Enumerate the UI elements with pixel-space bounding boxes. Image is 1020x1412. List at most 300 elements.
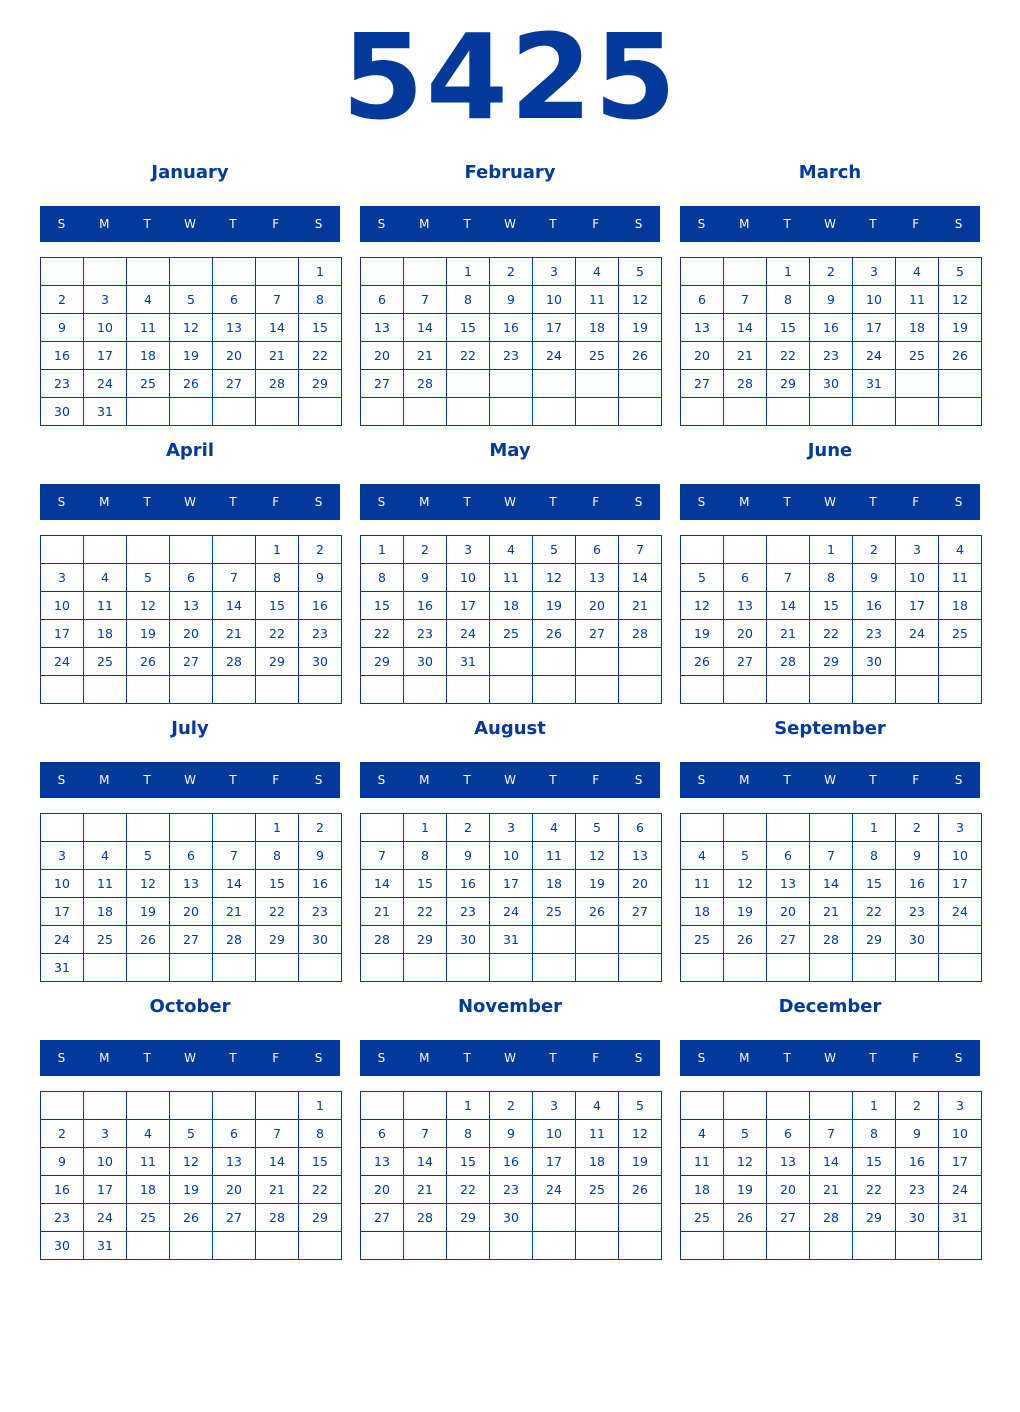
day-cell [170,258,213,286]
day-cell: 3 [533,258,576,286]
day-cell: 5 [619,1092,662,1120]
week-row [41,898,342,926]
day-cell: 3 [939,814,982,842]
day-cell: 24 [533,342,576,370]
week-row [681,398,982,426]
day-cell: 29 [404,926,447,954]
day-cell: 30 [490,1204,533,1232]
day-cell: 23 [896,1176,939,1204]
day-cell [127,954,170,982]
day-cell: 16 [41,1176,84,1204]
week-row [681,564,982,592]
day-cell [576,1232,619,1260]
day-cell: 28 [810,1204,853,1232]
day-cell: 20 [681,342,724,370]
day-cell: 28 [404,1204,447,1232]
day-cell: 31 [490,926,533,954]
day-cell: 9 [896,1120,939,1148]
weekday-label: F [912,1051,920,1065]
day-cell: 13 [767,1148,810,1176]
day-cell: 7 [404,1120,447,1148]
day-cell: 19 [619,1148,662,1176]
day-cell: 19 [170,1176,213,1204]
weekday-header [680,762,980,798]
day-cell: 27 [213,370,256,398]
day-cell: 9 [853,564,896,592]
day-cell: 6 [619,814,662,842]
day-cell [127,536,170,564]
weekday-label: S [954,1051,963,1065]
day-cell: 10 [84,1148,127,1176]
day-cell: 17 [490,870,533,898]
weekday-label: S [377,217,386,231]
day-cell: 8 [767,286,810,314]
day-cell: 7 [619,536,662,564]
weekday-label: W [504,217,516,231]
week-row [681,1204,982,1232]
weekday-label: S [954,495,963,509]
month-name: August [474,718,546,739]
day-cell: 21 [724,342,767,370]
week-row [681,1232,982,1260]
day-cell: 8 [404,842,447,870]
day-cell: 20 [767,1176,810,1204]
day-cell [213,954,256,982]
day-cell: 8 [447,1120,490,1148]
day-cell: 8 [853,842,896,870]
day-cell: 5 [170,1120,213,1148]
month-name: May [489,440,531,461]
day-grid [40,1091,342,1260]
day-cell: 25 [939,620,982,648]
weekday-label: S [634,1051,643,1065]
weekday-label: M [99,1051,110,1065]
day-cell: 7 [810,842,853,870]
weekday-label: T [783,495,791,509]
day-cell: 27 [361,1204,404,1232]
week-row [681,620,982,648]
day-cell: 3 [84,286,127,314]
day-cell [576,926,619,954]
day-cell [170,954,213,982]
day-cell [939,398,982,426]
day-cell: 29 [810,648,853,676]
day-cell: 20 [170,620,213,648]
day-cell: 25 [490,620,533,648]
weekday-header [40,484,340,520]
day-cell: 12 [533,564,576,592]
day-cell: 4 [576,258,619,286]
week-row [41,648,342,676]
month-name: March [798,162,862,183]
month-name: November [457,996,563,1017]
day-cell: 3 [533,1092,576,1120]
week-row [41,1148,342,1176]
day-cell: 4 [533,814,576,842]
month-name: January [151,162,229,183]
day-cell: 2 [490,258,533,286]
day-cell: 19 [576,870,619,898]
week-row [41,1120,342,1148]
week-row [361,814,662,842]
day-cell: 13 [213,1148,256,1176]
day-cell: 9 [41,1148,84,1176]
day-cell: 24 [84,1204,127,1232]
day-cell: 16 [810,314,853,342]
day-cell: 7 [810,1120,853,1148]
day-cell: 6 [576,536,619,564]
weekday-label: S [697,217,706,231]
day-cell [724,258,767,286]
day-cell: 14 [256,1148,299,1176]
day-cell: 17 [853,314,896,342]
day-cell [490,370,533,398]
day-cell [533,1232,576,1260]
day-cell [619,370,662,398]
day-cell: 21 [361,898,404,926]
month-name: July [171,718,209,739]
day-cell: 1 [853,814,896,842]
weekday-label: F [592,217,600,231]
day-cell: 18 [84,620,127,648]
day-cell: 2 [299,814,342,842]
day-cell: 11 [681,1148,724,1176]
day-cell: 1 [361,536,404,564]
day-cell: 26 [127,648,170,676]
month-name: September [774,718,886,739]
day-cell: 26 [939,342,982,370]
day-cell: 21 [810,898,853,926]
day-cell: 26 [619,342,662,370]
day-cell: 24 [533,1176,576,1204]
day-cell: 29 [256,926,299,954]
day-cell [810,1232,853,1260]
day-cell: 6 [361,1120,404,1148]
day-cell [404,676,447,704]
day-cell: 9 [404,564,447,592]
weekday-label: T [143,1051,151,1065]
day-cell: 13 [170,592,213,620]
day-cell [256,398,299,426]
day-cell [724,1232,767,1260]
day-cell: 19 [681,620,724,648]
day-cell: 5 [576,814,619,842]
day-cell [576,1204,619,1232]
day-cell: 18 [84,898,127,926]
day-cell: 4 [84,564,127,592]
day-cell [939,954,982,982]
day-cell [681,536,724,564]
day-cell [767,1232,810,1260]
week-row [41,592,342,620]
day-cell: 11 [681,870,724,898]
day-cell: 1 [853,1092,896,1120]
day-cell: 23 [447,898,490,926]
day-cell: 25 [681,1204,724,1232]
day-cell: 29 [767,370,810,398]
day-cell: 18 [490,592,533,620]
weekday-label: S [697,1051,706,1065]
week-row [361,592,662,620]
day-cell [853,954,896,982]
day-cell: 30 [41,398,84,426]
day-cell: 7 [213,564,256,592]
week-row [681,592,982,620]
day-cell [361,398,404,426]
day-cell [213,258,256,286]
day-cell [256,1092,299,1120]
day-cell: 27 [213,1204,256,1232]
day-cell [41,814,84,842]
day-cell: 25 [127,370,170,398]
week-row [681,898,982,926]
day-cell: 20 [213,342,256,370]
day-cell [299,1232,342,1260]
weekday-label: F [912,495,920,509]
day-cell [576,954,619,982]
day-cell: 14 [619,564,662,592]
weekday-label: S [954,217,963,231]
week-row [361,398,662,426]
day-grid [360,813,662,982]
day-grid [680,813,982,982]
day-cell: 26 [127,926,170,954]
day-cell [896,1232,939,1260]
week-row [681,342,982,370]
week-row [681,814,982,842]
weekday-label: S [314,495,323,509]
day-cell: 21 [213,898,256,926]
day-cell [767,398,810,426]
day-cell [810,954,853,982]
weekday-label: T [549,495,557,509]
day-cell: 24 [41,926,84,954]
day-cell: 10 [447,564,490,592]
weekday-label: S [697,773,706,787]
weekday-label: S [634,773,643,787]
day-cell: 12 [576,842,619,870]
day-cell [213,1092,256,1120]
day-cell [896,676,939,704]
day-cell: 8 [299,1120,342,1148]
day-cell: 5 [724,842,767,870]
day-cell: 27 [361,370,404,398]
day-cell: 25 [681,926,724,954]
day-cell: 6 [681,286,724,314]
day-cell [84,954,127,982]
day-cell: 29 [853,926,896,954]
weekday-label: S [57,773,66,787]
weekday-label: S [377,495,386,509]
day-cell: 23 [490,342,533,370]
day-cell: 13 [361,1148,404,1176]
day-cell: 30 [299,648,342,676]
day-cell: 29 [361,648,404,676]
day-cell [939,676,982,704]
day-cell [490,398,533,426]
day-cell: 17 [533,1148,576,1176]
day-cell: 3 [853,258,896,286]
day-cell: 7 [361,842,404,870]
day-cell: 13 [213,314,256,342]
day-cell: 4 [127,286,170,314]
day-cell: 26 [170,370,213,398]
weekday-label: F [272,1051,280,1065]
day-cell: 27 [767,926,810,954]
week-row [361,1120,662,1148]
day-cell: 10 [41,870,84,898]
day-cell: 17 [41,620,84,648]
day-cell [41,1092,84,1120]
day-cell: 14 [404,314,447,342]
day-cell [361,1232,404,1260]
day-cell: 8 [810,564,853,592]
day-cell: 23 [853,620,896,648]
day-cell [447,398,490,426]
day-cell: 23 [41,370,84,398]
day-cell [404,398,447,426]
weekday-label: T [869,1051,877,1065]
day-cell [619,398,662,426]
day-cell: 28 [810,926,853,954]
day-cell: 8 [447,286,490,314]
day-cell [853,1232,896,1260]
day-cell [127,1232,170,1260]
day-cell [896,954,939,982]
day-cell: 11 [533,842,576,870]
day-cell: 20 [213,1176,256,1204]
day-cell [299,398,342,426]
day-cell: 4 [84,842,127,870]
day-cell: 14 [810,1148,853,1176]
day-cell: 7 [724,286,767,314]
day-cell [533,676,576,704]
day-cell: 10 [896,564,939,592]
weekday-label: F [272,495,280,509]
day-cell: 5 [170,286,213,314]
day-cell: 20 [361,1176,404,1204]
week-row [361,1148,662,1176]
day-cell [361,954,404,982]
day-cell: 19 [724,1176,767,1204]
day-cell: 12 [939,286,982,314]
day-cell: 2 [41,1120,84,1148]
day-cell [170,1232,213,1260]
day-cell: 3 [490,814,533,842]
day-cell: 20 [361,342,404,370]
weekday-header [360,206,660,242]
day-cell: 31 [84,1232,127,1260]
day-cell: 22 [853,898,896,926]
day-cell: 25 [576,342,619,370]
day-cell [724,954,767,982]
weekday-label: S [57,217,66,231]
day-cell: 27 [170,926,213,954]
day-cell: 2 [447,814,490,842]
day-cell: 25 [576,1176,619,1204]
weekday-label: T [229,1051,237,1065]
day-cell: 1 [256,814,299,842]
day-cell [533,398,576,426]
day-cell [619,954,662,982]
day-cell: 1 [299,258,342,286]
week-row [681,1148,982,1176]
day-cell: 11 [127,1148,170,1176]
day-cell: 29 [299,370,342,398]
day-cell: 22 [447,342,490,370]
day-cell: 27 [576,620,619,648]
weekday-label: S [634,495,643,509]
week-row [41,1204,342,1232]
day-cell: 8 [256,842,299,870]
weekday-header [40,206,340,242]
weekday-label: T [143,773,151,787]
day-cell: 19 [619,314,662,342]
day-cell: 8 [853,1120,896,1148]
day-cell: 26 [576,898,619,926]
weekday-label: S [634,217,643,231]
day-cell: 21 [767,620,810,648]
day-cell: 2 [896,1092,939,1120]
day-cell: 13 [681,314,724,342]
day-cell [213,1232,256,1260]
day-cell: 10 [939,842,982,870]
day-cell: 12 [170,1148,213,1176]
day-cell [84,1092,127,1120]
day-cell: 10 [533,1120,576,1148]
day-cell [256,954,299,982]
day-cell: 21 [213,620,256,648]
day-cell: 12 [170,314,213,342]
day-cell: 1 [447,258,490,286]
day-cell [724,676,767,704]
day-cell [767,814,810,842]
week-row [361,926,662,954]
day-cell [533,1204,576,1232]
day-cell: 17 [84,342,127,370]
week-row [361,314,662,342]
day-cell: 3 [84,1120,127,1148]
weekday-label: M [739,773,750,787]
day-cell [619,1232,662,1260]
weekday-label: M [99,217,110,231]
day-cell [619,676,662,704]
day-cell [127,814,170,842]
day-cell: 15 [447,314,490,342]
day-cell: 18 [127,1176,170,1204]
day-cell: 12 [127,592,170,620]
day-cell [853,676,896,704]
day-cell: 16 [490,314,533,342]
weekday-label: T [463,773,471,787]
day-cell: 2 [41,286,84,314]
day-cell [533,954,576,982]
day-cell: 20 [576,592,619,620]
week-row [41,286,342,314]
day-cell: 18 [576,1148,619,1176]
day-cell: 19 [533,592,576,620]
day-cell: 5 [681,564,724,592]
day-cell: 8 [299,286,342,314]
day-cell [447,676,490,704]
weekday-label: W [504,773,516,787]
day-cell: 23 [490,1176,533,1204]
day-cell [490,648,533,676]
week-row [41,620,342,648]
weekday-label: M [419,773,430,787]
day-cell: 30 [896,926,939,954]
year-title: 5425 [341,8,679,146]
